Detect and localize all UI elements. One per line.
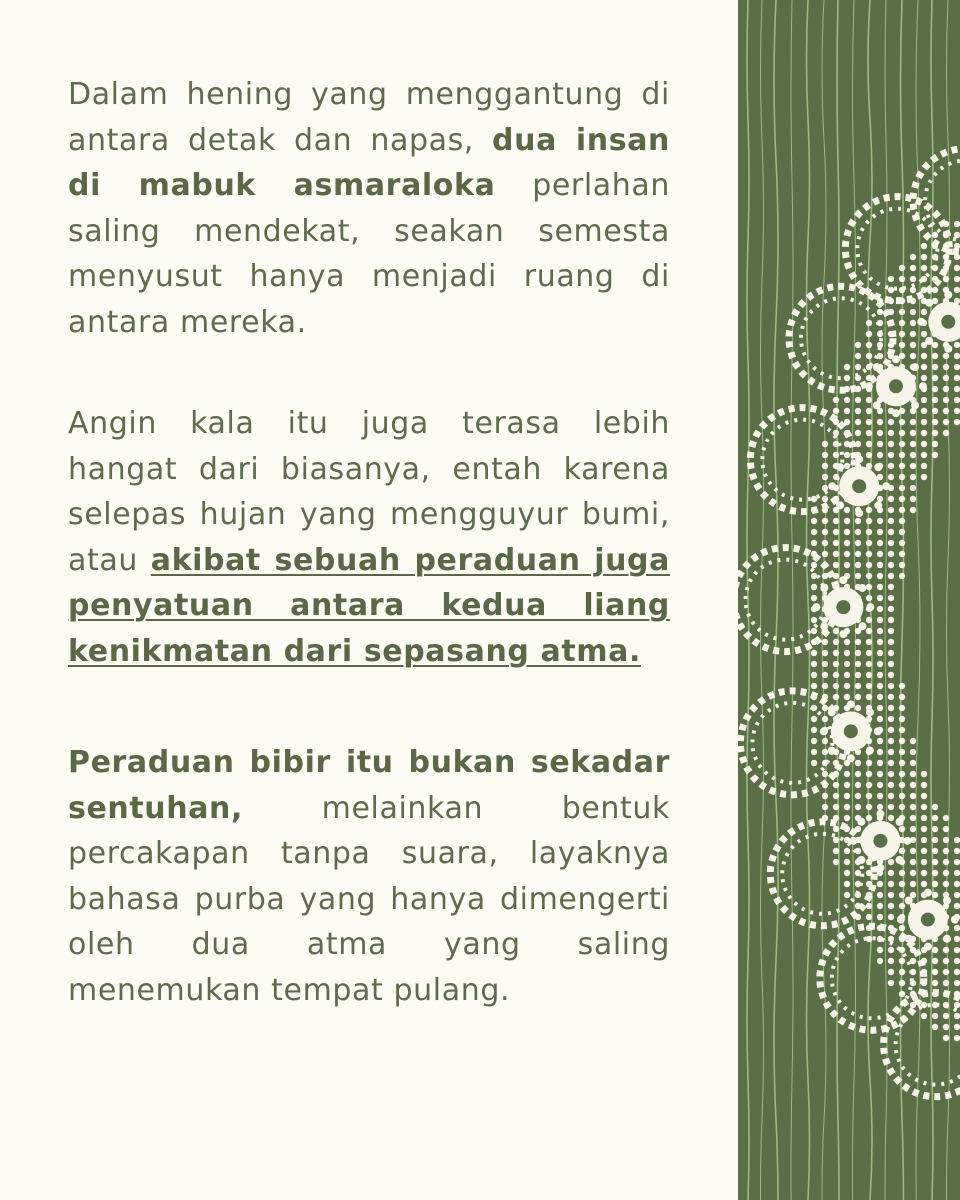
paragraph-2-text-a: Angin kala itu juga terasa lebih hangat dari biasanya, entah karena selepas hujan yang mengguyur bumi, atau xyxy=(68,406,670,578)
paragraph-2 xyxy=(68,401,670,674)
text-column xyxy=(68,72,670,1013)
paragraph-1-text-a: Dalam hening yang menggantung di antara detak dan napas, xyxy=(68,77,670,158)
paragraph-3 xyxy=(68,740,670,1013)
striped-panel-graphic xyxy=(738,0,960,1200)
paragraph-2-bold-underlined: akibat sebuah peraduan juga penyatuan antara kedua liang kenikmatan dari sepasang atma. xyxy=(68,542,670,669)
striped-panel xyxy=(738,0,960,1200)
paragraph-3-bold: Peraduan bibir itu bukan sekadar sentuhan, xyxy=(68,745,670,826)
paragraph-1 xyxy=(68,72,670,345)
paragraph-1-bold: dua insan di mabuk asmaraloka xyxy=(68,122,670,203)
paragraph-3-text-a: melainkan bentuk percakapan tanpa suara, layaknya bahasa purba yang hanya dimengerti oleh dua atma yang saling menemukan tempat pulang. xyxy=(68,790,670,1008)
paragraph-1-text-b: perlahan saling mendekat, seakan semesta menyusut hanya menjadi ruang di antara mereka. xyxy=(68,168,670,340)
